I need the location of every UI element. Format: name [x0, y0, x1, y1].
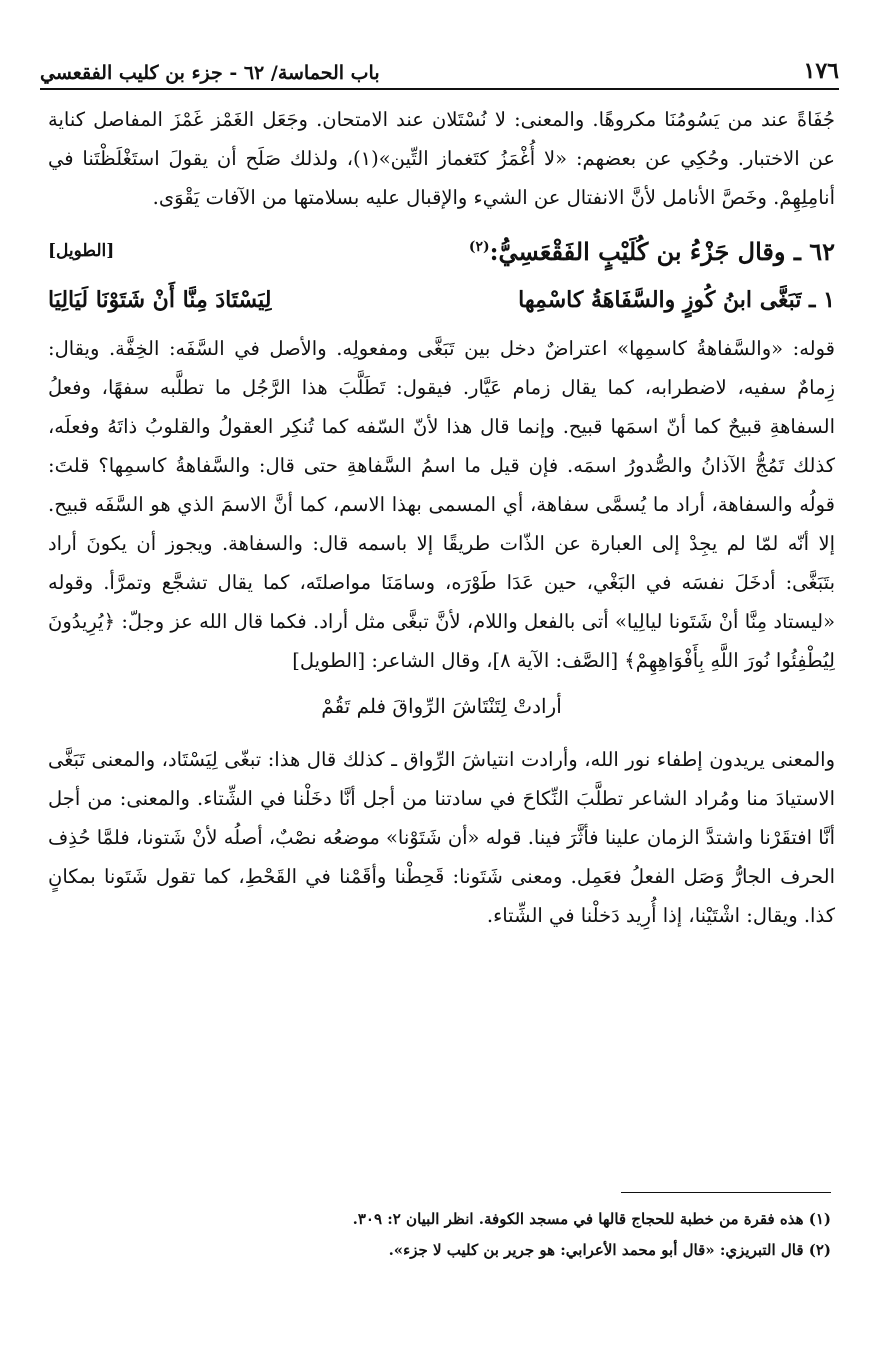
verse-line	[48, 279, 835, 321]
poem-heading-text: ٦٢ ـ وقال جَزْءُ بن كُلَيْبٍ الفَقْعَسِيُّ:	[489, 236, 835, 266]
footnotes	[48, 1204, 831, 1266]
quoted-verse: أرادتْ لِتَنْتَاشَ الرِّواقَ فلم تَقُمْ	[321, 694, 562, 718]
verse-first-hemistich: ١ ـ تَبَغَّى ابنُ كُوزٍ والسَّفَاهَةُ كاسْمِها	[518, 287, 835, 313]
page-number: ١٧٦	[803, 58, 839, 84]
intro-paragraph: جُفَاةً عند من يَسُومُنَا مكروهًا. والمعنى: لا نُسْتَلان عند الامتحان. وجَعَل الغَمْز غَمْزَ المفاصل كناية عن الاختبار. وحُكِي عن بعضهم: «لا أُغْمَزُ كتَغماز التِّين»(١)، ولذلك صَلَح أن يقولَ استَغْلَظْتَنا في أنامِلِهِمْ. وخَصَّ الأنامل لأنَّ الانفتال عن الشيء والإقبال عليه بسلامتها من الآفات يَقْوَى.	[48, 108, 836, 209]
commentary-paragraph-2: والمعنى يريدون إطفاء نور الله، وأرادت انتياشَ الرِّواق ـ كذلك قال هذا: تبغّى لِيَسْتَاد، والمعنى تَبَغَّى الاستيادَ منا ومُراد الشاعر تطلَّبَ النِّكاحَ في سادتنا من أجل أنَّا دخَلْنا في الشِّتاء. والمعنى: من أجل أنَّا افتقَرْنا واشتدَّ الزمان علينا فأثَّرَ فينا. قوله «أن شَتَوْنا» موضعُه نصْبٌ، أصلُه لأنْ شَتونا، فلمَّا حُذِف الحرف الجارُّ وَصَل الفعلُ فعَمِل. ومعنى شَتَونا: قَحِطْنا وأقَمْنا في القَحْطِ، كما تقول شَتَونا بمكانٍ كذا. ويقال: اشْتَيْنا، إذا أُرِيد دَخلْنا في الشِّتاء.	[48, 748, 835, 927]
poem-heading	[469, 237, 835, 266]
page-body	[48, 96, 835, 935]
verse-second-hemistich: لِيَسْتَادَ مِنَّا أَنْ شَتَوْنَا لَيَالِيَا	[48, 287, 272, 313]
footnote-ref-2: (٢)	[468, 238, 490, 255]
meter-tag: [الطويل]	[48, 241, 115, 261]
footnote-2: (٢) قال التبريزي: «قال أبو محمد الأعرابي: هو جرير بن كليب لا جزء».	[388, 1241, 831, 1259]
running-title: باب الحماسة/ ٦٢ - جزء بن كليب الفقعسي	[40, 62, 380, 84]
footnote-1: (١) هذه فقرة من خطبة للحجاج قالها في مسجد الكوفة. انظر البيان ٢: ٣٠٩.	[352, 1210, 831, 1228]
section-heading	[48, 223, 835, 279]
page-header	[40, 48, 839, 90]
commentary-paragraph-1: قوله: «والسَّفاهةُ كاسمِها» اعتراضٌ دخل بين تَبَغَّى ومفعولِه. والأصل في السَّفَه: الخِفَّة. ويقال: زِمامٌ سفيه، لاضطرابه، كما يقال زمام عَيَّار. فيقول: تَطَلَّبَ هذا الرَّجُل ما تطلَّبه سفهًا، وفعلُ السفاهةِ قبيحٌ كما أنّ اسمَها قبيح. وإنما قال هذا لأنّ السّفه كما تُنكِر العقولُ والقلوبُ ذاتَهُ وفعلَه، كذلك تَمُجُّ الآذانُ والصُّدورُ اسمَه. فإن قيل ما اسمُ السَّفاهةِ حتى قال: والسَّفاهةُ كاسمِها؟ قلتَ: قولُه والسفاهة، أراد ما يُسمَّى سفاهة، أي المسمى بهذا الاسم، كما أنَّ الاسمَ الذي هو السَّفَه قبيح. إلا أنّه لمّا لم يجِدْ إلى العبارة عن الذّات طريقًا إلا باسمه قال: والسفاهة. ويجوز أن يكونَ أراد بتَبَغَّى: أدخَلَ نفسَه في البَغْي، حين عَدَا طَوْرَه، وسامَنَا مواصلتَه، كما يقال تشجَّع وتمرَّأ. وقوله «ليستاد مِنَّا أنْ شَتَونا ليالِيا» أتى بالفعل واللام، لأنَّ تبغَّى مثل أراد. فكما قال الله عز وجلّ: ﴿يُرِيدُونَ لِيُطْفِئُوا نُورَ اللَّهِ بِأَفْوَاهِهِمْ﴾ [الصَّف: الآية ٨]، وقال الشاعر: [الطويل]	[48, 337, 835, 672]
footnote-divider	[621, 1192, 831, 1193]
